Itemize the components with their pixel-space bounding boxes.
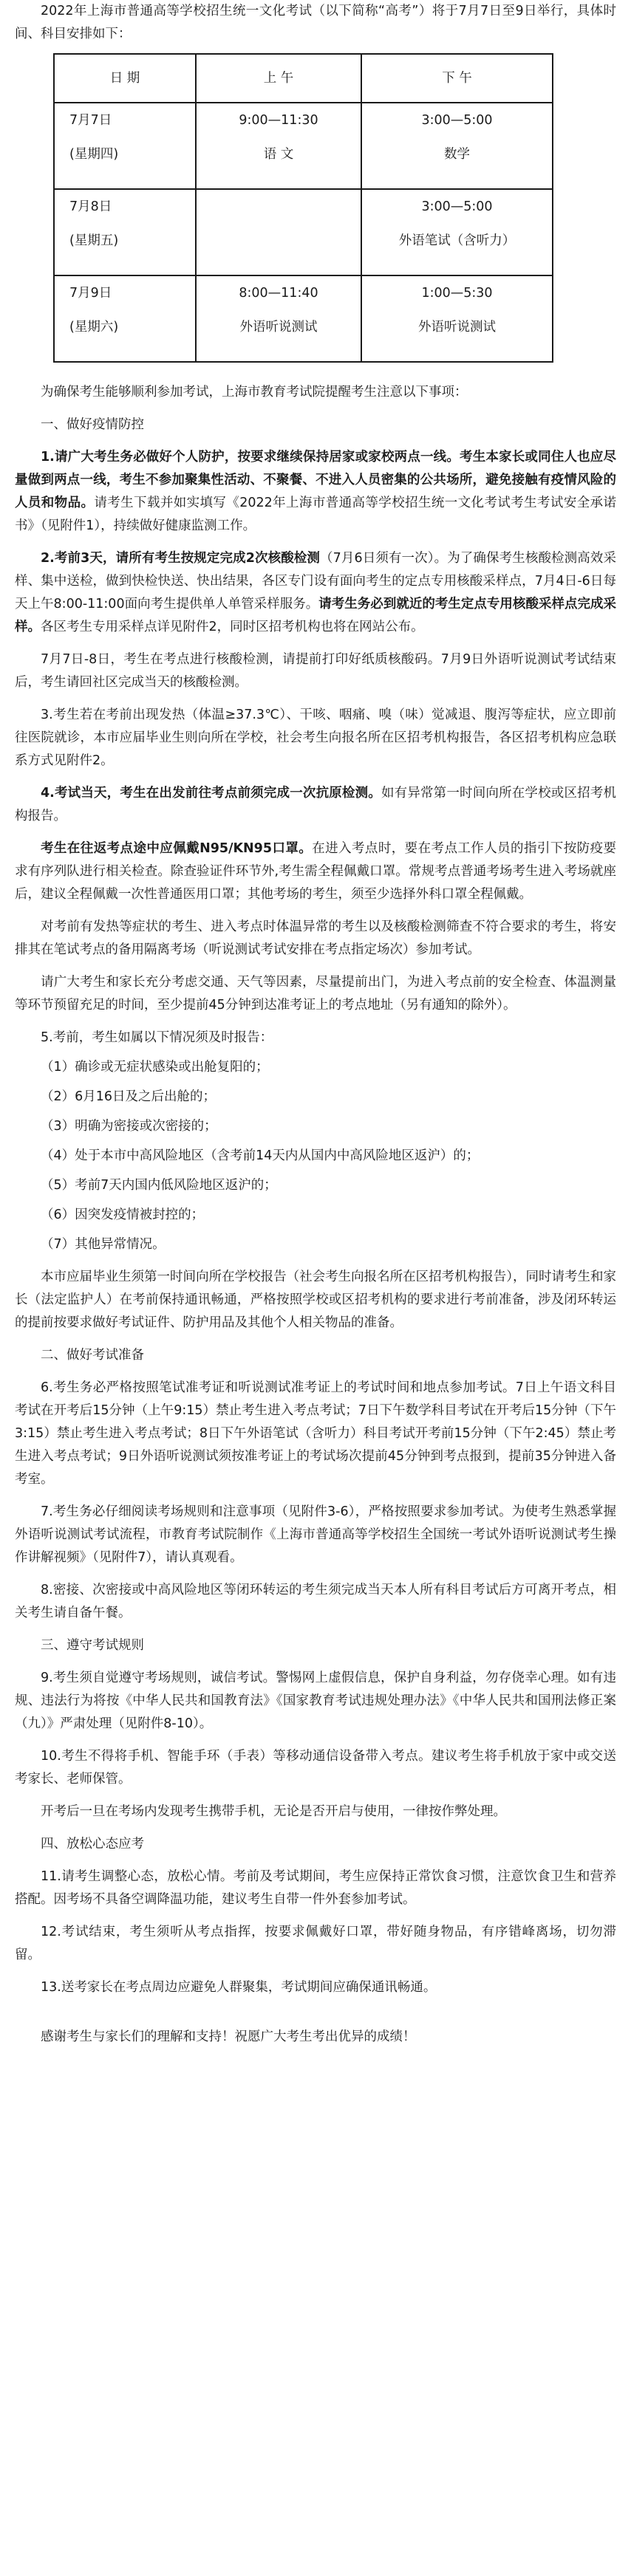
paragraph-text: 请考生下载并如实填写《2022年上海市普通高等学校招生统一文化考试考生考试安全承诺书》（见附件1），持续做好健康监测工作。 [15, 496, 616, 533]
section-title: 一、做好疫情防控 [41, 417, 144, 432]
weekday: (星期五) [69, 233, 119, 248]
header-morning: 上 午 [196, 54, 361, 103]
paragraph [15, 446, 616, 538]
paragraph: 本市应届毕业生须第一时间向所在学校报告（社会考生向报名所在区招考机构报告），同时请考生和家长（法定监护人）在考前保持通讯畅通，严格按照学校或区招考机构的要求进行考前准备，涉及闭环转运的提前按要求做好考试证件、防护用品及其他个人相关物品的准备。 [15, 1270, 616, 1330]
bold-text: 1.请广大考生务必做好个人防护，按要求继续保持居家或家校两点一线。考生本家长或同住人也应尽量做到两点一线，考生不参加聚集性活动、不聚餐、不进入人员密集的公共场所，避免接触有疫情风险的人员和物品。 [15, 450, 616, 510]
list-item: （3）明确为密接或次密接的； [41, 1119, 217, 1134]
date-cell [54, 275, 196, 362]
morning-cell [196, 103, 361, 189]
header-afternoon: 下 午 [361, 54, 553, 103]
date-cell [54, 103, 196, 189]
paragraph: 8.密接、次密接或中高风险地区等闭环转运的考生须完成当天本人所有科目考试后方可离开考点，相关考生请自备午餐。 [15, 1583, 616, 1620]
paragraph: 7月7日-8日，考生在考点进行核酸检测，请提前打印好纸质核酸码。7月9日外语听说测试考试结束后，考生请回社区完成当天的核酸检测。 [15, 652, 616, 690]
morning-time [197, 190, 361, 224]
afternoon-cell [361, 103, 553, 189]
weekday: (星期四) [69, 147, 119, 162]
paragraph: 10.考生不得将手机、智能手环（手表）等移动通信设备带入考点。建议考生将手机放于家中或交送考家长、老师保管。 [15, 1749, 616, 1787]
paragraph: 开考后一旦在考场内发现考生携带手机，无论是否开启与使用，一律按作弊处理。 [41, 1804, 506, 1819]
afternoon-time: 3:00—5:00 [421, 199, 493, 214]
exam-schedule-table [53, 53, 553, 363]
table-row [54, 275, 553, 362]
lead-paragraph: 为确保考生能够顺利参加考试，上海市教育考试院提醒考生注意以下事项： [41, 385, 468, 400]
date: 7月9日 [69, 286, 112, 301]
intro-paragraph: 2022年上海市普通高等学校招生统一文化考试（以下简称“高考”）将于7月7日至9日举行，具体时间、科目安排如下： [15, 4, 616, 41]
afternoon-subject: 外语笔试（含听力） [398, 233, 516, 248]
paragraph-text: （7月6日须有一次）。为了确保考生核酸检测高效采样、集中送检，做到快检快送、快出结果，各区专门设有面向考生的定点专用核酸采样点，7月4日-6日每天上午8:00-11:00面向考生提供单人单管采样服务。 [15, 551, 616, 612]
morning-time: 9:00—11:30 [239, 113, 318, 128]
paragraph-text: 各区考生专用采样点详见附件2，同时区招考机构也将在网站公布。 [41, 620, 424, 634]
date: 7月8日 [69, 199, 112, 214]
paragraph-text: 在进入考点时，要在考点工作人员的指引下按防疫要求有序列队进行相关检查。除查验证件环节外,考生需全程佩戴口罩。常规考点普通考场考生进入考场就座后，建议全程佩戴一次性普通医用口罩；其他考场的考生，须至少选择外科口罩全程佩戴。 [15, 841, 617, 902]
list-item: （4）处于本市中高风险地区（含考前14天内从国内中高风险地区返沪）的； [41, 1148, 480, 1163]
morning-cell [196, 189, 361, 275]
paragraph: 6.考生务必严格按照笔试准考证和听说测试准考证上的考试时间和地点参加考试。7日上午语文科目考试在开考后15分钟（上午9:15）禁止考生进入考点考试；7日下午数学科目考试在开考后15分钟（下午3:15）禁止考生进入考点考试；8日下午外语笔试（含听力）科目考试开考前15分钟（下午2:45）禁止考生进入考点考试；9日外语听说测试须按准考证上的考试场次提前45分钟到考点报到，提前35分钟进入备考室。 [15, 1380, 616, 1487]
paragraph [15, 782, 616, 828]
section-title: 三、遵守考试规则 [41, 1638, 144, 1653]
list-item: （7）其他异常情况。 [41, 1237, 166, 1252]
paragraph: 请广大考生和家长充分考虑交通、天气等因素，尽量提前出门，为进入考点前的安全检查、体温测量等环节预留充足的时间，至少提前45分钟到达准考证上的考点地址（另有通知的除外）。 [15, 975, 616, 1013]
morning-time: 8:00—11:40 [239, 286, 318, 301]
paragraph: 7.考生务必仔细阅读考场规则和注意事项（见附件3-6），严格按照要求参加考试。为使考生熟悉掌握外语听说测试考试流程，市教育考试院制作《上海市普通高等学校招生全国统一考试外语听说测试考生操作讲解视频》（见附件7），请认真观看。 [15, 1504, 616, 1565]
header-date: 日 期 [54, 54, 196, 103]
section-title: 二、做好考试准备 [41, 1348, 144, 1363]
paragraph: 对考前有发热等症状的考生、进入考点时体温异常的考生以及核酸检测筛查不符合要求的考生，将安排其在笔试考点的备用隔离考场（听说测试考试安排在考点指定场次）参加考试。 [15, 919, 616, 957]
morning-subject [197, 224, 361, 258]
bold-text: 4.考试当天，考生在出发前往考点前须完成一次抗原检测。 [41, 786, 381, 801]
afternoon-time: 3:00—5:00 [421, 113, 493, 128]
table-row [54, 189, 553, 275]
list-item: （6）因突发疫情被封控的； [41, 1208, 205, 1222]
section-title: 四、放松心态应考 [41, 1837, 144, 1852]
paragraph: 13.送考家长在考点周边应避免人群聚集，考试期间应确保通讯畅通。 [41, 1980, 437, 1995]
afternoon-cell [361, 275, 553, 362]
closing-message: 感谢考生与家长们的理解和支持！祝愿广大考生考出优异的成绩！ [41, 2029, 416, 2044]
table-row [54, 103, 553, 189]
afternoon-subject: 外语听说测试 [418, 320, 496, 335]
table-header-row [54, 54, 553, 103]
paragraph: 12.考试结束，考生须听从考点指挥，按要求佩戴好口罩，带好随身物品，有序错峰离场，切勿滞留。 [15, 1925, 616, 1962]
date-cell [54, 189, 196, 275]
morning-subject: 语 文 [263, 147, 294, 162]
bold-text: 考生在往返考点途中应佩戴N95/KN95口罩。 [41, 841, 313, 856]
list-item: （5）考前7天内国内低风险地区返沪的； [41, 1178, 277, 1193]
bold-text: 请考生务必到就近的考生定点专用核酸采样点完成采样。 [15, 597, 617, 634]
paragraph: 11.请考生调整心态，放松心情。考前及考试期间，考生应保持正常饮食习惯，注意饮食卫生和营养搭配。因考场不具备空调降温功能，建议考生自带一件外套参加考试。 [15, 1869, 616, 1907]
paragraph: 9.考生须自觉遵守考场规则，诚信考试。警惕网上虚假信息，保护自身利益，勿存侥幸心理。如有违规、违法行为将按《中华人民共和国教育法》《国家教育考试违规处理办法》《中华人民共和国刑法修正案（九）》严肃处理（见附件8-10）。 [15, 1671, 616, 1731]
date: 7月7日 [69, 113, 112, 128]
weekday: (星期六) [69, 320, 119, 335]
list-item: （2）6月16日及之后出舱的； [41, 1089, 216, 1104]
paragraph: 5.考前，考生如属以下情况须及时报告： [41, 1030, 273, 1045]
list-item: （1）确诊或无症状感染或出舱复阳的； [41, 1060, 269, 1075]
paragraph-text: 如有异常第一时间向所在学校或区招考机构报告。 [15, 786, 617, 823]
afternoon-time: 1:00—5:30 [421, 286, 493, 301]
bold-text: 2.考前3天，请所有考生按规定完成2次核酸检测 [41, 551, 321, 566]
paragraph [15, 547, 616, 639]
morning-subject: 外语听说测试 [239, 320, 318, 335]
afternoon-subject: 数学 [444, 147, 470, 162]
paragraph [15, 837, 616, 906]
morning-cell [196, 275, 361, 362]
afternoon-cell [361, 189, 553, 275]
notice-body [15, 381, 616, 2058]
paragraph: 3.考生若在考前出现发热（体温≥37.3℃）、干咳、咽痛、嗅（味）觉减退、腹泻等症状，应立即前往医院就诊，本市应届毕业生则向所在学校，社会考生向报名所在区招考机构报告，各区招考机构应急联系方式见附件2。 [15, 708, 616, 768]
